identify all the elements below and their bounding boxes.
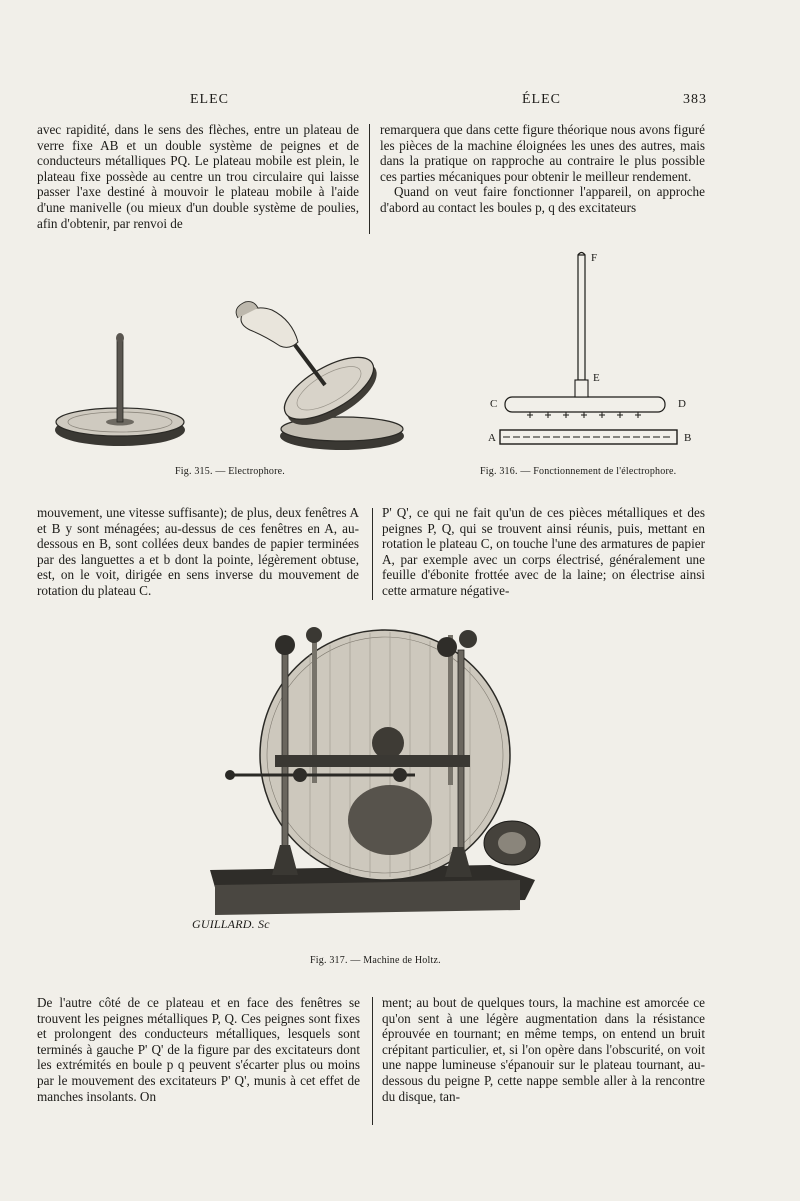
text-top-right [380,122,705,216]
column-rule [372,508,373,600]
paragraph: De l'autre côté de ce plateau et en face des fenêtres se trouvent les peignes métalliques P, Q. Ces peignes sont fixes et prolongent des conducteurs métalliques, lesquels sont terminés à gauche P' Q' de la figure par des excitateurs dont les extrémités en boule p q peuvent s'écarter plus ou moins par le mouvement des excitateurs P' Q', munis à cet effet de manches insolants. On [37,995,360,1104]
figure-317-holtz-machine [190,615,560,950]
text-bottom-left [37,995,360,1104]
figure-316-caption: Fig. 316. — Fonctionnement de l'électrophore. [480,466,677,477]
paragraph: ment; au bout de quelques tours, la machine est amorcée ce qu'on sent à une légère augmentation dans la résistance éprouvée en tournant; en même temps, on entend un bruit crépitant particulier, et, si l'on opère dans l'obscurité, on voit une nappe lumineuse s'épanouir sur le plateau tournant, au-dessous du peigne P, cette nappe semble aller à la rencontre du disque, tan- [382,995,705,1104]
paragraph: mouvement, une vitesse suffisante); de plus, deux fenêtres A et B y sont ménagées; au-dessus de ces fenêtres en A, au-dessous en B, sont collées deux bandes de papier terminées par des languettes a et b dont la pointe, légèrement obtuse, est, on le voit, dirigée en sens inverse du mouvement de rotation du plateau C. [37,505,359,598]
paragraph: Quand on veut faire fonctionner l'appareil, on approche d'abord au contact les boules p, q des excitateurs [380,184,705,215]
fig316-label-D: D [678,398,687,410]
fig316-label-F: F [591,252,598,264]
text-bottom-right [382,995,705,1104]
figure-315-caption: Fig. 315. — Electrophore. [175,466,285,477]
text-mid-right [382,505,705,599]
running-head-left: ELEC [190,92,229,107]
running-head-center: ÉLEC [522,92,561,107]
fig316-label-C: C [490,398,498,410]
text-top-left [37,122,359,231]
figure-317-signature: GUILLARD. Sc [192,917,270,931]
paragraph: remarquera que dans cette figure théorique nous avons figuré les pièces de la machine éloignées les unes des autres, mais dans la pratique on rapproche au contraire le plus possible ces parties mécaniques pour obtenir le meilleur rendement. [380,122,705,184]
fig316-label-B: B [684,432,692,444]
page-number: 383 [683,92,707,107]
paragraph: P' Q', ce qui ne fait qu'un de ces pièces métalliques et des peignes P, Q, qui se trouvent ainsi réunis, puis, mettant en rotation le plateau C, on touche l'une des armatures de papier A, par exemple avec un corps électrisé, généralement une feuille d'ébonite frottée avec de la laine; on électrise ainsi cette armature négative- [382,505,705,598]
column-rule [369,124,370,234]
text-mid-left [37,505,359,599]
fig316-label-E: E [593,372,600,384]
fig316-label-A: A [488,432,497,444]
paragraph: avec rapidité, dans le sens des flèches, entre un plateau de verre fixe AB et un double système de peignes et de conducteurs métalliques PQ. Le plateau mobile est plein, le plateau fixe possède au centre un trou circulaire qui laisse passer l'axe destiné à mouvoir le plateau mobile à l'aide d'une manivelle (ou mieux d'un double système de poulies, afin d'obtenir, par renvoi de [37,122,359,231]
figure-316-diagram [475,245,705,455]
column-rule [372,997,373,1125]
figure-315-electrophore [40,290,440,460]
figure-317-caption: Fig. 317. — Machine de Holtz. [310,955,441,966]
